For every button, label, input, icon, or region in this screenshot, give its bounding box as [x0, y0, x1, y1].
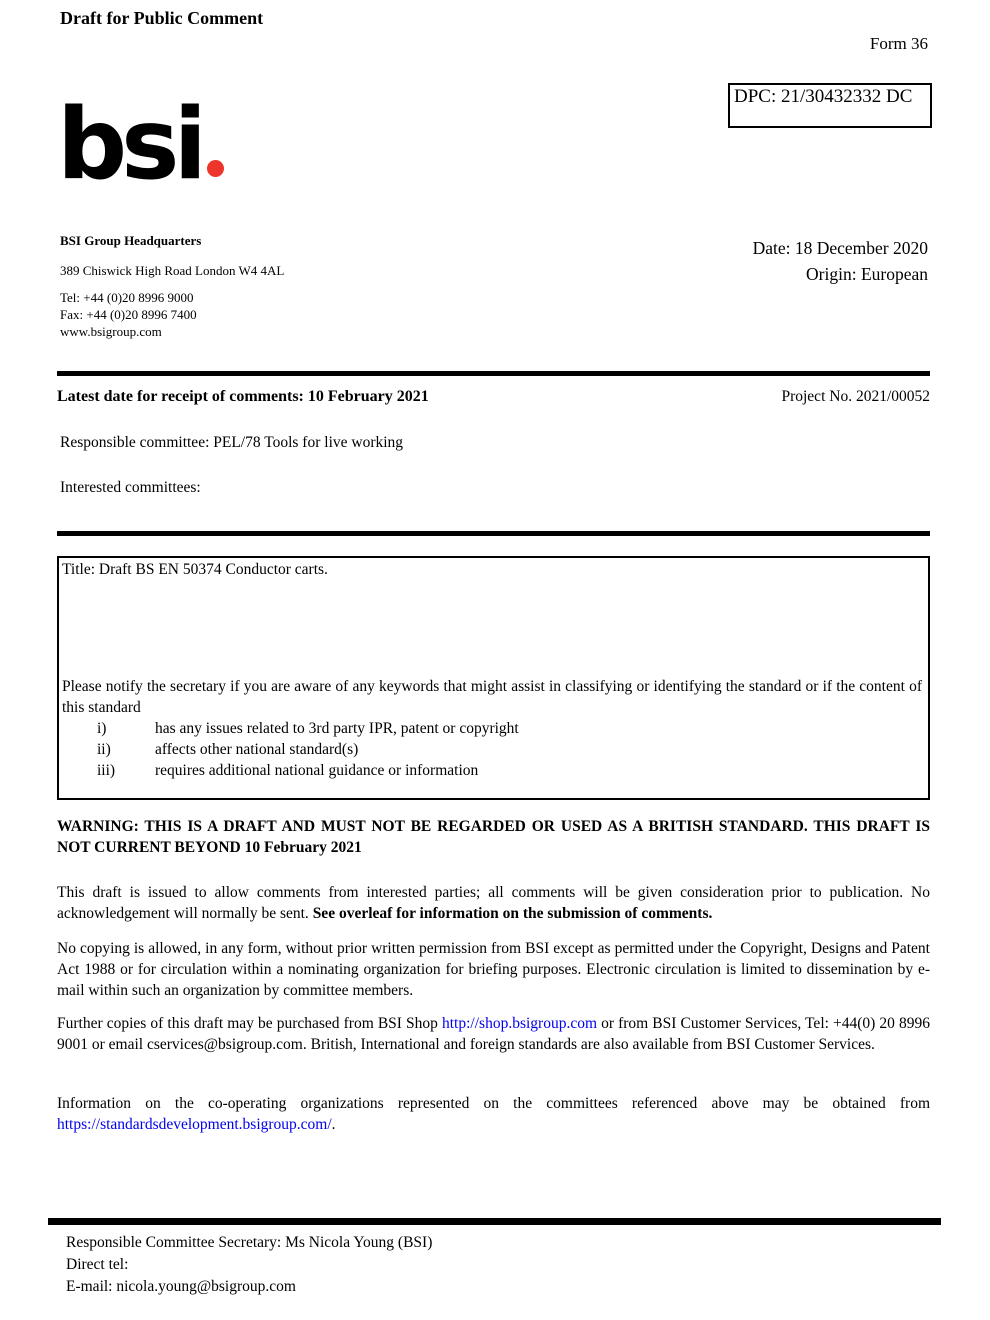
draft-title-line: Title: Draft BS EN 50374 Conductor carts. [62, 561, 328, 578]
further-copies-paragraph [57, 1013, 930, 1055]
cooperating-orgs-paragraph [57, 1093, 930, 1135]
hq-name: BSI Group Headquarters [60, 233, 202, 248]
bsi-shop-link[interactable]: http://shop.bsigroup.com [442, 1015, 597, 1032]
dpc-number: DPC: 21/30432332 DC [734, 86, 913, 107]
hq-website: www.bsigroup.com [60, 324, 162, 339]
secretary-footer-block [66, 1232, 432, 1298]
divider-rule-bottom [48, 1218, 941, 1225]
hq-fax: Fax: +44 (0)20 8996 7400 [60, 307, 197, 322]
hq-tel: Tel: +44 (0)20 8996 9000 [60, 290, 194, 305]
keywords-item [62, 739, 926, 760]
bsi-logo-red-dot [207, 160, 224, 177]
draft-issued-paragraph [57, 882, 930, 924]
draft-issued-text: This draft is issued to allow comments from interested parties; all comments will be given consideration prior to publication. No acknowledgement will normally be sent. [57, 884, 930, 922]
date-origin-block [753, 235, 928, 287]
title-keywords-box [57, 556, 930, 800]
draft-for-public-comment-heading: Draft for Public Comment [60, 8, 264, 28]
cooperating-orgs-text-post: . [331, 1116, 336, 1133]
hq-street: 389 Chiswick High Road London W4 4AL [60, 263, 285, 278]
direct-tel-line: Direct tel: [66, 1256, 129, 1273]
bsi-logo-text: bsi [57, 88, 202, 202]
keywords-item [62, 760, 926, 781]
responsible-committee-line: Responsible committee: PEL/78 Tools for live working [60, 434, 404, 451]
no-copying-paragraph: No copying is allowed, in any form, without prior written permission from BSI except as permitted under the Copyright, Designs and Patent Act 1988 or for circulation within a nominating organization for briefing purposes. Electronic circulation is limited to dissemination by e-mail within such an organization by committee members. [57, 940, 930, 999]
further-copies-text-post: or from BSI Customer Services, Tel: +44(0) 20 8996 9001 or email cservices@bsigroup.com. British, International and foreign standards are also available from BSI Customer Services. [57, 1015, 930, 1053]
bsi-logo [57, 88, 224, 202]
keywords-item-text: affects other national standard(s) [155, 741, 359, 758]
keywords-notify-text: Please notify the secretary if you are aware of any keywords that might assist in classifying or identifying the standard or if the content of this standard [62, 678, 922, 716]
cooperating-orgs-text-pre: Information on the co-operating organizations represented on the committees referenced above may be obtained from [57, 1095, 930, 1112]
keywords-list [62, 718, 926, 781]
form-number: Form 36 [869, 34, 928, 53]
date-line: Date: 18 December 2020 [752, 238, 928, 258]
email-line: E-mail: nicola.young@bsigroup.com [66, 1278, 296, 1295]
comments-deadline-row [57, 388, 930, 406]
hq-address-block [60, 232, 284, 340]
keywords-item-text: has any issues related to 3rd party IPR, patent or copyright [155, 720, 519, 737]
divider-rule-middle [57, 531, 930, 536]
latest-comments-date: Latest date for receipt of comments: 10 February 2021 [57, 388, 429, 405]
project-number: Project No. 2021/00052 [781, 388, 930, 405]
see-overleaf-bold-text: See overleaf for information on the submission of comments. [312, 905, 713, 922]
keywords-item-numeral: i) [97, 720, 107, 737]
keywords-item-numeral: ii) [97, 741, 111, 758]
warning-paragraph: WARNING: THIS IS A DRAFT AND MUST NOT BE REGARDED OR USED AS A BRITISH STANDARD. THIS DRAFT IS NOT CURRENT BEYOND 10 February 2021 [57, 818, 930, 856]
further-copies-text-pre: Further copies of this draft may be purchased from BSI Shop [57, 1015, 442, 1032]
keywords-item-text: requires additional national guidance or information [155, 762, 479, 779]
standards-development-link[interactable]: https://standardsdevelopment.bsigroup.com/ [57, 1116, 332, 1133]
secretary-line: Responsible Committee Secretary: Ms Nicola Young (BSI) [66, 1234, 433, 1251]
keywords-item [62, 718, 926, 739]
divider-rule-top [57, 371, 930, 376]
interested-committees-line: Interested committees: [60, 479, 201, 496]
keywords-item-numeral: iii) [97, 762, 116, 779]
origin-line: Origin: European [806, 264, 928, 284]
dpc-number-box [728, 83, 932, 128]
